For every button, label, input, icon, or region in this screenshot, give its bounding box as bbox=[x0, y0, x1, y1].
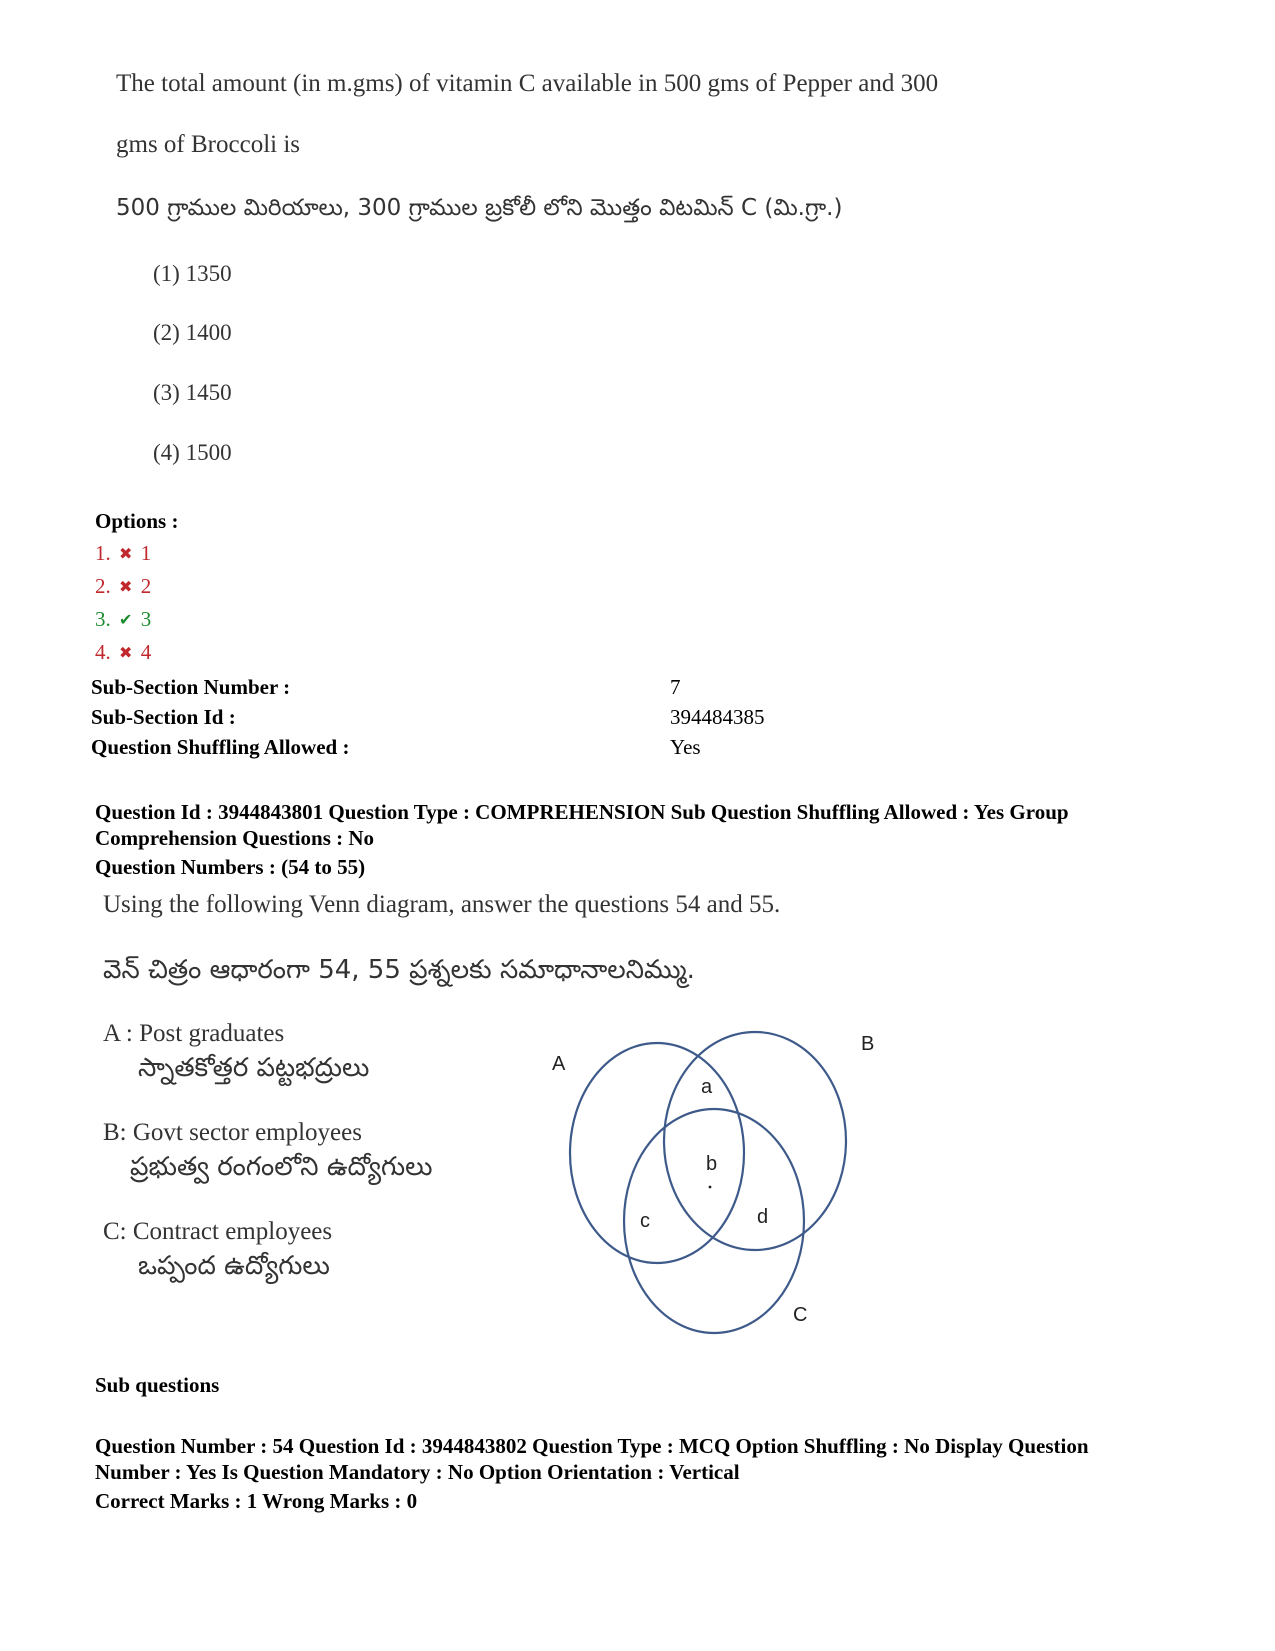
comprehension-meta-line2: Comprehension Questions : No bbox=[95, 826, 375, 850]
comprehension-intro-te: వెన్ చిత్రం ఆధారంగా 54, 55 ప్రశ్నలకు సమాధానాలనిమ్ము. bbox=[103, 955, 695, 985]
legend-c-te: ఒప్పంద ఉద్యోగులు bbox=[138, 1251, 330, 1281]
question-choice-3: (3) 1450 bbox=[153, 380, 232, 405]
comprehension-intro-en: Using the following Venn diagram, answer the questions 54 and 55. bbox=[103, 891, 781, 918]
legend-a-te: స్నాతకోత్తర పట్టభద్రులు bbox=[138, 1053, 370, 1083]
sub-question-meta bbox=[95, 1433, 1215, 1485]
subsection-id-value: 394484385 bbox=[670, 705, 765, 729]
option-number: 2. bbox=[95, 574, 111, 598]
option-number: 3. bbox=[95, 607, 111, 631]
legend-b-en: B: Govt sector employees bbox=[103, 1119, 362, 1146]
question-numbers: Question Numbers : (54 to 55) bbox=[95, 855, 366, 879]
option-4 bbox=[95, 640, 151, 665]
venn-circle-a bbox=[570, 1043, 744, 1263]
shuffle-label: Question Shuffling Allowed : bbox=[91, 735, 350, 759]
venn-region-a: a bbox=[701, 1076, 713, 1098]
question-text-te: 500 గ్రాముల మిరియాలు, 300 గ్రాముల బ్రకోలీ లోని మొత్తం విటమిన్ C (మి.గ్రా.) bbox=[116, 195, 843, 221]
question-choice-4: (4) 1500 bbox=[153, 440, 232, 465]
cross-icon: ✖ bbox=[119, 644, 133, 662]
options-heading: Options : bbox=[95, 509, 179, 533]
venn-region-d: d bbox=[757, 1206, 769, 1228]
option-value: 1 bbox=[140, 541, 152, 565]
venn-label-B: B bbox=[861, 1033, 875, 1055]
option-number: 4. bbox=[95, 640, 111, 664]
question-text-en-line2: gms of Broccoli is bbox=[116, 131, 301, 158]
question-text-en-line1: The total amount (in m.gms) of vitamin C available in 500 gms of Pepper and 300 bbox=[116, 70, 939, 97]
option-3 bbox=[95, 607, 151, 632]
question-choice-2: (2) 1400 bbox=[153, 320, 232, 345]
venn-circle-c bbox=[624, 1109, 804, 1333]
legend-b-te: ప్రభుత్వ రంగంలోని ఉద్యోగులు bbox=[130, 1152, 433, 1182]
legend-c-en: C: Contract employees bbox=[103, 1218, 333, 1245]
cross-icon: ✖ bbox=[119, 545, 133, 563]
sub-question-meta-line1: Question Number : 54 Question Id : 3944843802 Question Type : MCQ Option Shuffling : No Display Question bbox=[95, 1434, 1089, 1458]
legend-a-en: A : Post graduates bbox=[103, 1020, 285, 1047]
check-icon: ✔ bbox=[119, 611, 133, 629]
cross-icon: ✖ bbox=[119, 578, 133, 596]
option-value: 2 bbox=[140, 574, 152, 598]
comprehension-meta-line1: Question Id : 3944843801 Question Type : COMPREHENSION Sub Question Shuffling Allowed : Yes Group bbox=[95, 800, 1069, 824]
venn-label-A: A bbox=[552, 1053, 566, 1075]
subsection-number-label: Sub-Section Number : bbox=[91, 675, 291, 699]
comprehension-meta bbox=[95, 799, 1195, 851]
sub-question-meta-line2: Number : Yes Is Question Mandatory : No Option Orientation : Vertical bbox=[95, 1460, 740, 1484]
venn-label-C: C bbox=[793, 1304, 808, 1326]
venn-diagram bbox=[530, 1020, 910, 1350]
sub-questions-heading: Sub questions bbox=[95, 1373, 220, 1397]
venn-circle-b bbox=[664, 1032, 846, 1250]
subsection-number-value: 7 bbox=[670, 675, 681, 699]
venn-dot bbox=[709, 1186, 712, 1189]
subsection-id-label: Sub-Section Id : bbox=[91, 705, 236, 729]
venn-region-b: b bbox=[706, 1153, 718, 1175]
option-value: 3 bbox=[140, 607, 152, 631]
option-1 bbox=[95, 541, 151, 566]
venn-region-c: c bbox=[640, 1210, 650, 1232]
option-value: 4 bbox=[140, 640, 152, 664]
option-2 bbox=[95, 574, 151, 599]
option-number: 1. bbox=[95, 541, 111, 565]
shuffle-value: Yes bbox=[670, 735, 701, 759]
question-choice-1: (1) 1350 bbox=[153, 261, 232, 286]
marks-line: Correct Marks : 1 Wrong Marks : 0 bbox=[95, 1489, 418, 1513]
